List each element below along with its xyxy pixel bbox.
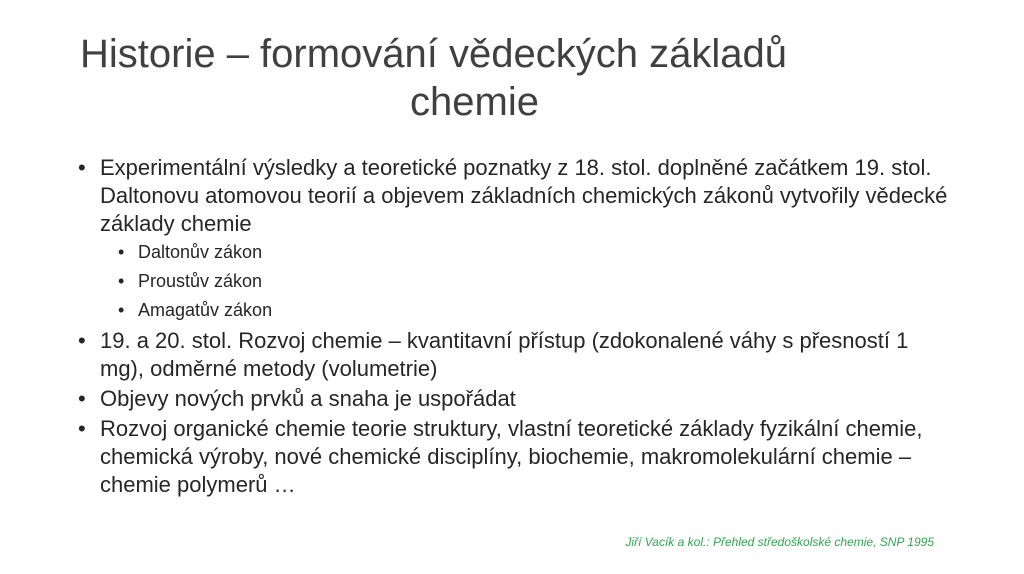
- bullet-icon: •: [118, 300, 125, 320]
- bullet-item: [78, 327, 958, 383]
- bullet-text: Rozvoj organické chemie teorie struktury, vlastní teoretické základy fyzikální chemie, chemická výroby, nové chemické disciplíny, biochemie, makromolekulární chemie – chemie polymerů …: [100, 416, 923, 497]
- sub-bullet-item: [78, 240, 958, 265]
- bullet-item: [78, 154, 958, 238]
- sub-bullet-text: Amagatův zákon: [138, 300, 273, 320]
- bullet-icon: •: [78, 386, 86, 411]
- bullet-list: [78, 154, 958, 501]
- slide-title: [80, 30, 880, 126]
- bullet-icon: •: [78, 155, 86, 180]
- bullet-icon: •: [118, 242, 125, 262]
- bullet-text: Objevy nových prvků a snaha je uspořádat: [100, 386, 516, 411]
- title-line-1: Historie – formování vědeckých základů: [80, 32, 787, 76]
- sub-bullet-item: [78, 269, 958, 294]
- bullet-text: Experimentální výsledky a teoretické poznatky z 18. stol. doplněné začátkem 19. stol. Daltonovu atomovou teorií a objevem základních chemických zákonů vytvořily vědecké základy chemie: [100, 155, 948, 236]
- title-line-2: chemie: [410, 80, 539, 124]
- sub-bullet-text: Proustův zákon: [138, 271, 263, 291]
- bullet-icon: •: [78, 328, 86, 353]
- reference-citation: Jiří Vacík a kol.: Přehled středoškolské chemie, SNP 1995: [625, 535, 934, 549]
- bullet-item: [78, 415, 958, 499]
- bullet-icon: •: [118, 271, 125, 291]
- sub-bullet-item: [78, 298, 958, 323]
- bullet-text: 19. a 20. stol. Rozvoj chemie – kvantitavní přístup (zdokonalené váhy s přesností 1 mg), odměrné metody (volumetrie): [100, 328, 909, 381]
- bullet-item: [78, 385, 958, 413]
- bullet-icon: •: [78, 416, 86, 441]
- sub-bullet-text: Daltonův zákon: [138, 242, 263, 262]
